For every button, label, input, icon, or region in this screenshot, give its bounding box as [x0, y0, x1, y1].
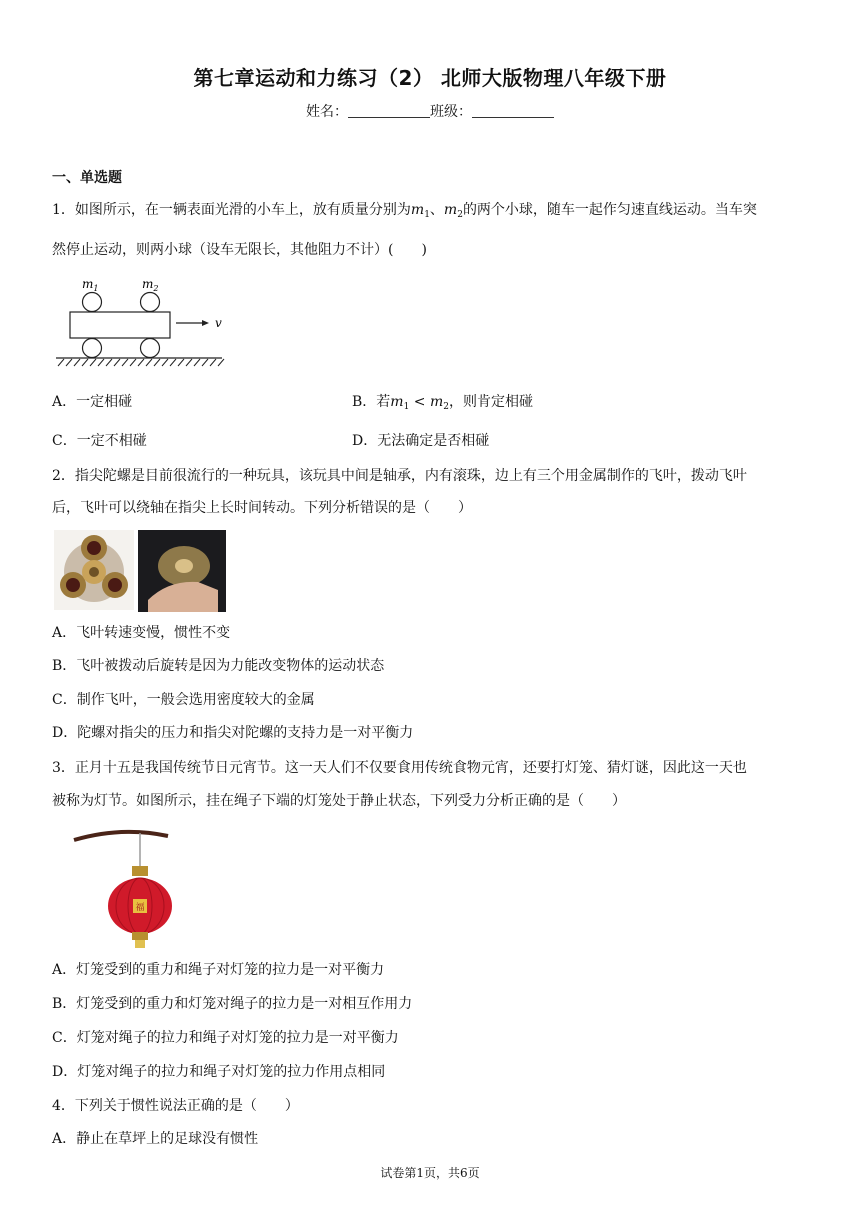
- ball-m2: [141, 293, 160, 312]
- q2-stem-line1: 2．指尖陀螺是目前很流行的一种玩具，该玩具中间是轴承，内有滚珠，边上有三个用金属制作的飞叶，拨动飞叶: [52, 468, 747, 484]
- q3-stem-line2: 被称为灯节。如图所示，挂在绳子下端的灯笼处于静止状态，下列受力分析正确的是（ ）: [52, 793, 626, 809]
- q2-stem-line2: 后，飞叶可以绕轴在指尖上长时间转动。下列分析错误的是（ ）: [52, 500, 472, 516]
- student-info-line: [0, 101, 860, 121]
- fig-label-m1: $m_1$: [82, 278, 99, 293]
- velocity-arrowhead: [202, 320, 209, 326]
- q1-option-c: C．一定不相碰: [52, 433, 147, 449]
- page-title: 第七章运动和力练习（2） 北师大版物理八年级下册: [193, 66, 667, 90]
- spinner-on-finger-photo: [138, 530, 226, 612]
- q2-option-d: D．陀螺对指尖的压力和指尖对陀螺的支持力是一对平衡力: [52, 725, 414, 741]
- lantern-photo: [72, 826, 172, 950]
- q1-option-b: B．若$m_1 < m_2$，则肯定相碰: [352, 394, 533, 412]
- q3-option-b: B．灯笼受到的重力和灯笼对绳子的拉力是一对相互作用力: [52, 996, 413, 1012]
- q2-option-c: C．制作飞叶，一般会选用密度较大的金属: [52, 692, 315, 708]
- name-label: 姓名：: [306, 104, 348, 120]
- fig-label-v: v: [215, 316, 222, 330]
- q3-option-a: A．灯笼受到的重力和绳子对灯笼的拉力是一对平衡力: [52, 962, 385, 978]
- q3-option-d: D．灯笼对绳子的拉力和绳子对灯笼的拉力作用点相同: [52, 1064, 386, 1080]
- wheel-left: [83, 339, 102, 358]
- class-blank: [472, 103, 554, 118]
- fig-label-m2: $m_2$: [142, 278, 159, 293]
- name-blank: [348, 103, 430, 118]
- class-label: 班级：: [430, 104, 472, 120]
- lantern-character: 福: [135, 903, 145, 913]
- spinner-photo: [54, 530, 134, 610]
- q1-option-a: A．一定相碰: [52, 394, 133, 410]
- q2-option-b: B．飞叶被拨动后旋转是因为力能改变物体的运动状态: [52, 658, 385, 674]
- q1-stem-line2: 然停止运动，则两小球（设车无限长，其他阻力不计）( ): [52, 242, 427, 258]
- q1-option-d: D．无法确定是否相碰: [352, 433, 490, 449]
- q1-cart-figure: [52, 278, 232, 370]
- q2-option-a: A．飞叶转速变慢，惯性不变: [52, 625, 231, 641]
- q3-option-c: C．灯笼对绳子的拉力和绳子对灯笼的拉力是一对平衡力: [52, 1030, 399, 1046]
- ball-m1: [83, 293, 102, 312]
- q4-option-a: A．静止在草坪上的足球没有惯性: [52, 1131, 259, 1147]
- q1-stem-line1: 1．如图所示，在一辆表面光滑的小车上，放有质量分别为$m_1$、$m_2$的两个小球，随车一起作匀速直线运动。当车突: [52, 202, 757, 220]
- page-footer: 试卷第1页，共6页: [380, 1166, 480, 1180]
- wheel-right: [141, 339, 160, 358]
- q3-stem-line1: 3．正月十五是我国传统节日元宵节。这一天人们不仅要食用传统食物元宵，还要打灯笼、猜灯谜，因此这一天也: [52, 760, 747, 776]
- section-heading: 一、单选题: [52, 170, 122, 186]
- ground-hatch: [58, 359, 224, 366]
- q4-stem-line1: 4．下列关于惯性说法正确的是（ ）: [52, 1098, 299, 1114]
- cart-body: [70, 312, 170, 338]
